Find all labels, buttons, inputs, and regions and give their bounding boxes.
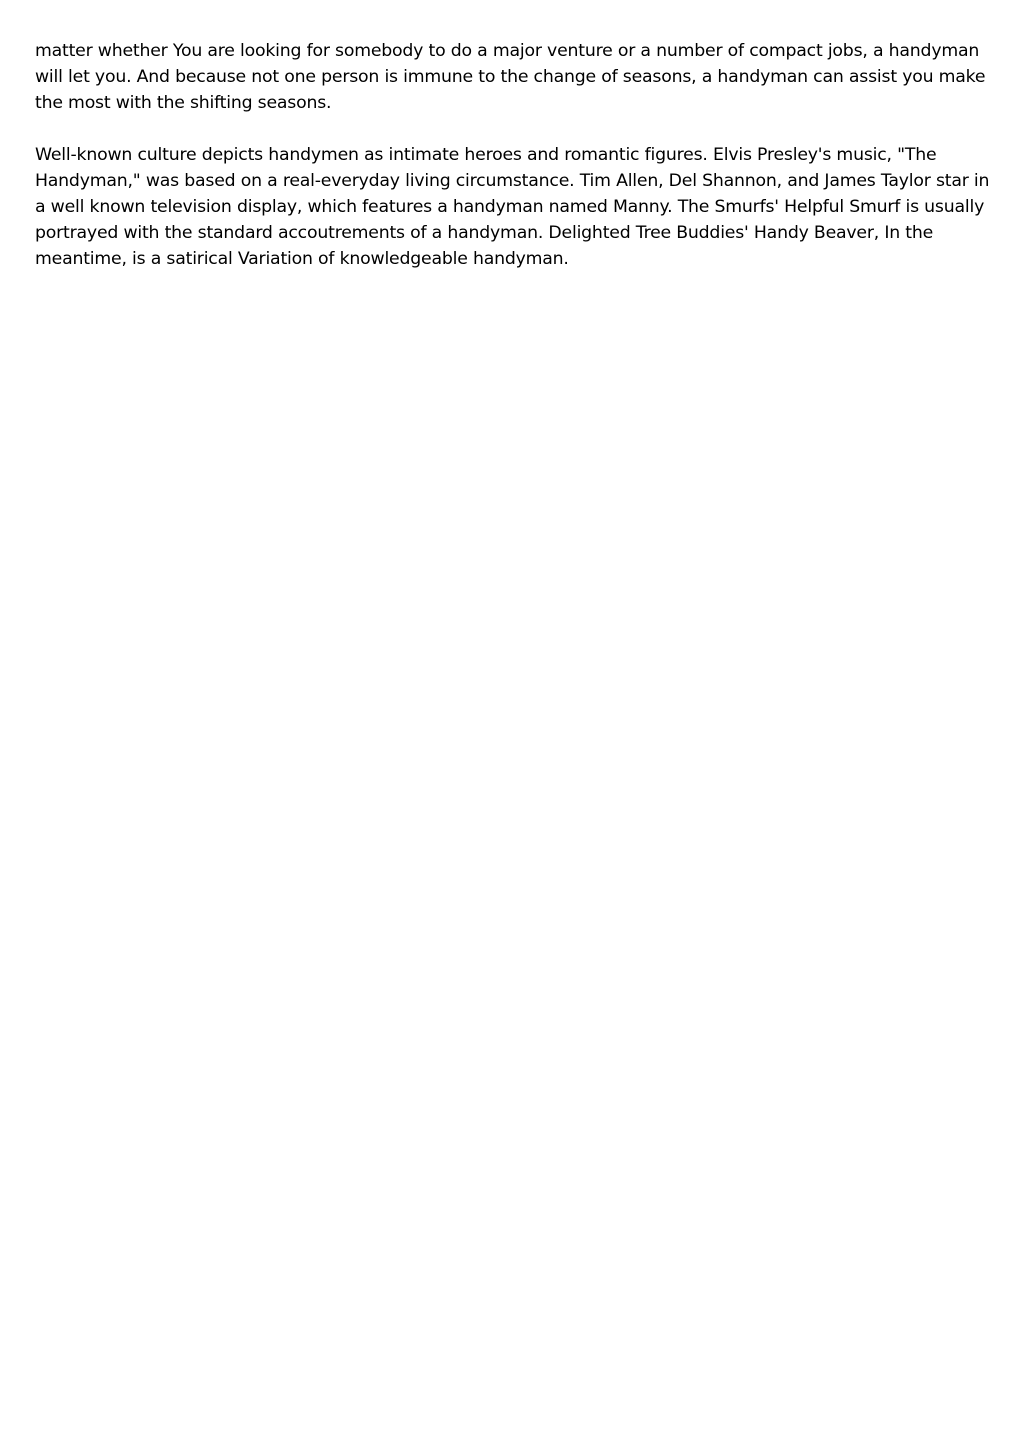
paragraph-1: matter whether You are looking for somebody to do a major venture or a number of compact jobs, a handyman will let you. And because not one person is immune to the change of seasons, a handyman can assist you make the most with the shifting seasons.: [35, 41, 986, 113]
paragraph-2: Well-known culture depicts handymen as intimate heroes and romantic figures. Elvis Presley's music, "The Handyman," was based on a real-everyday living circumstance. Tim Allen, Del Shannon, and James Taylor star in a well known television display, which features a handyman named Manny. The Smurfs' Helpful Smurf is usually portrayed with the standard accoutrements of a handyman. Delighted Tree Buddies' Handy Beaver, In the meantime, is a satirical Variation of knowledgeable handyman.: [35, 145, 990, 269]
document-body: [35, 38, 995, 298]
